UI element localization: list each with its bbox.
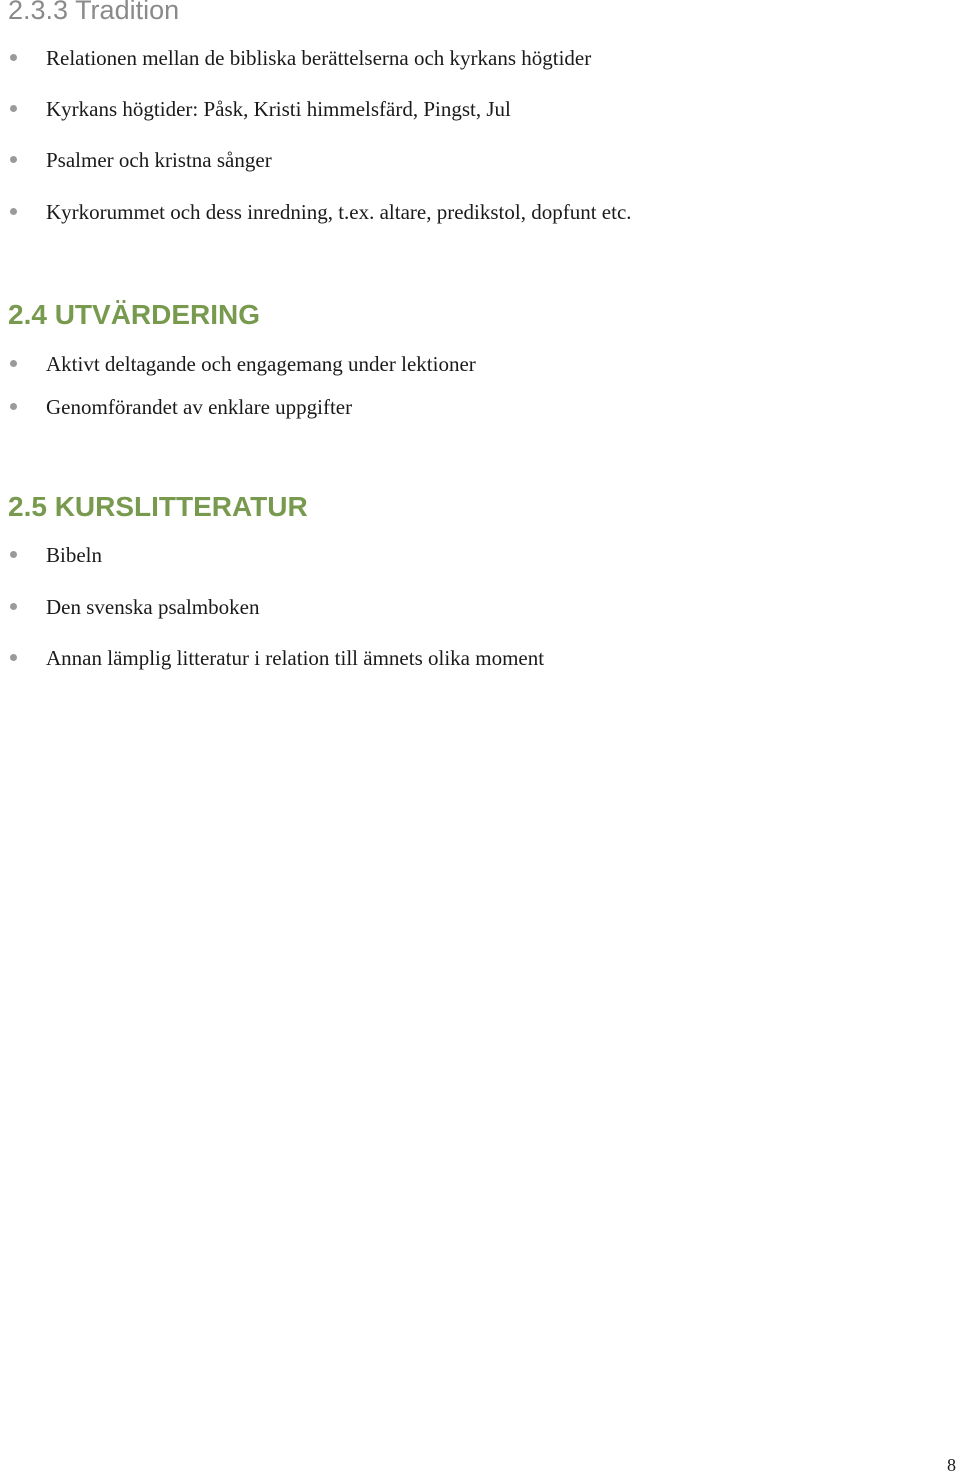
bullet-icon (10, 156, 17, 163)
list-item (0, 199, 900, 225)
bullet-icon (10, 403, 17, 410)
list-item (0, 394, 900, 420)
list-item-text: Psalmer och kristna sånger (46, 148, 272, 172)
list-item (0, 351, 900, 377)
list-item-text: Kyrkans högtider: Påsk, Kristi himmelsfärd, Pingst, Jul (46, 97, 511, 121)
section-heading-tradition: 2.3.3 Tradition (8, 0, 180, 25)
page-number: 8 (947, 1455, 956, 1475)
list-item (0, 542, 900, 568)
list-item-text: Relationen mellan de bibliska berättelserna och kyrkans högtider (46, 46, 592, 70)
list-item-text: Den svenska psalmboken (46, 595, 260, 619)
bullet-icon (10, 208, 17, 215)
list-item-text: Bibeln (46, 543, 102, 567)
bullet-icon (10, 603, 17, 610)
list-item-text: Annan lämplig litteratur i relation till ämnets olika moment (46, 646, 545, 670)
list-item-text: Genomförandet av enklare uppgifter (46, 395, 353, 419)
list-item (0, 645, 900, 671)
bullet-icon (10, 105, 17, 112)
bullet-icon (10, 54, 17, 61)
list-item-text: Kyrkorummet och dess inredning, t.ex. altare, predikstol, dopfunt etc. (46, 200, 632, 224)
bullet-icon (10, 551, 17, 558)
bullet-icon (10, 360, 17, 367)
list-item-text: Aktivt deltagande och engagemang under lektioner (46, 352, 476, 376)
section-heading-utvardering: 2.4 UTVÄRDERING (8, 299, 261, 330)
list-item (0, 45, 900, 71)
list-item (0, 147, 900, 173)
list-item (0, 594, 900, 620)
section-heading-kurslitteratur: 2.5 KURSLITTERATUR (8, 491, 308, 522)
bullet-icon (10, 654, 17, 661)
list-item (0, 96, 900, 122)
